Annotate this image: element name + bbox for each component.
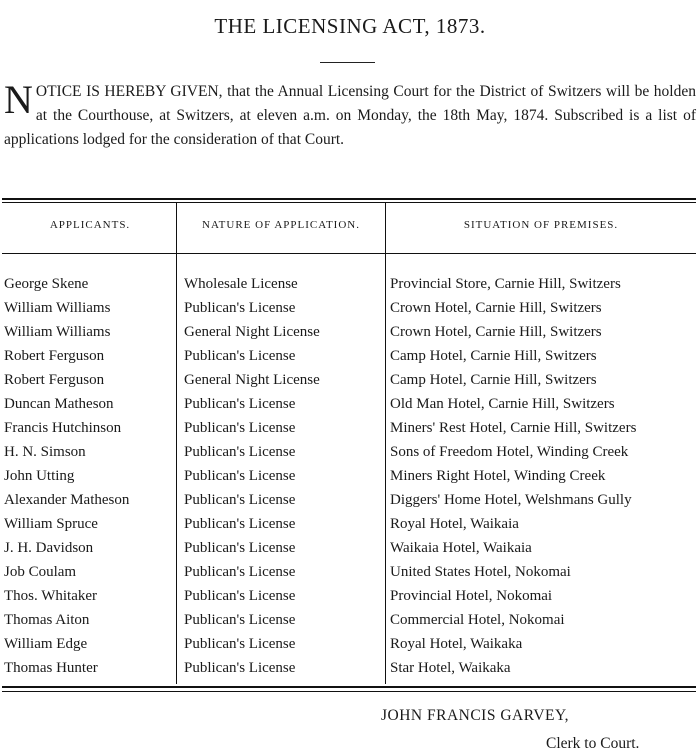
title-rule <box>320 62 375 63</box>
applicant-cell: William Williams <box>4 300 111 316</box>
header-nature: NATURE OF APPLICATION. <box>202 219 360 231</box>
table-row <box>4 368 636 392</box>
situation-cell: Royal Hotel, Waikaia <box>390 516 519 532</box>
nature-cell: Publican's License <box>184 660 296 676</box>
applicant-cell: John Utting <box>4 468 75 484</box>
notice-text: OTICE IS HEREBY GIVEN, that the Annual Licensing Court for the District of Switzers will be holden at the Courthouse, at Switzers, at eleven a.m. on Monday, the 18th May, 1874. Subscribed is a list of applications lodged for the consideration of that Court. <box>4 83 696 148</box>
table-row <box>4 392 636 416</box>
applicant-cell: William Spruce <box>4 516 98 532</box>
situation-cell: Sons of Freedom Hotel, Winding Creek <box>390 444 629 460</box>
nature-cell: Publican's License <box>184 396 296 412</box>
applications-table <box>4 272 636 680</box>
table-top-rule <box>2 198 696 200</box>
nature-cell: Publican's License <box>184 516 296 532</box>
table-row <box>4 416 636 440</box>
situation-cell: Miners Right Hotel, Winding Creek <box>390 468 606 484</box>
situation-cell: Star Hotel, Waikaka <box>390 660 511 676</box>
applicant-cell: Thomas Hunter <box>4 660 98 676</box>
situation-cell: Provincial Store, Carnie Hill, Switzers <box>390 276 621 292</box>
table-row <box>4 608 636 632</box>
table-row <box>4 344 636 368</box>
nature-cell: General Night License <box>184 372 320 388</box>
applicant-cell: William Edge <box>4 636 88 652</box>
nature-cell: Wholesale License <box>184 276 298 292</box>
situation-cell: Provincial Hotel, Nokomai <box>390 588 553 604</box>
table-bottom-rule-inner <box>2 691 696 692</box>
table-row <box>4 584 636 608</box>
nature-cell: Publican's License <box>184 444 296 460</box>
signer-role: Clerk to Court. <box>546 735 640 752</box>
document-title: THE LICENSING ACT, 1873. <box>214 14 486 38</box>
applicant-cell: Alexander Matheson <box>4 492 130 508</box>
header-bottom-rule <box>2 253 696 254</box>
situation-cell: Crown Hotel, Carnie Hill, Switzers <box>390 324 602 340</box>
situation-cell: Old Man Hotel, Carnie Hill, Switzers <box>390 396 615 412</box>
nature-cell: Publican's License <box>184 540 296 556</box>
nature-cell: Publican's License <box>184 588 296 604</box>
header-applicants: APPLICANTS. <box>49 219 131 231</box>
nature-cell: Publican's License <box>184 420 296 436</box>
table-row <box>4 512 636 536</box>
situation-cell: Crown Hotel, Carnie Hill, Switzers <box>390 300 602 316</box>
table-row <box>4 632 636 656</box>
nature-cell: Publican's License <box>184 492 296 508</box>
applicant-cell: William Williams <box>4 324 111 340</box>
situation-cell: Camp Hotel, Carnie Hill, Switzers <box>390 372 597 388</box>
table-top-rule-inner <box>2 202 696 203</box>
applicant-cell: Robert Ferguson <box>4 348 105 364</box>
table-row <box>4 296 636 320</box>
nature-cell: Publican's License <box>184 564 296 580</box>
applicant-cell: Thomas Aiton <box>4 612 90 628</box>
nature-cell: Publican's License <box>184 348 296 364</box>
table-row <box>4 536 636 560</box>
situation-cell: Camp Hotel, Carnie Hill, Switzers <box>390 348 597 364</box>
situation-cell: Royal Hotel, Waikaka <box>390 636 523 652</box>
table-bottom-rule <box>2 686 696 688</box>
table-row <box>4 464 636 488</box>
situation-cell: United States Hotel, Nokomai <box>390 564 571 580</box>
applicant-cell: Robert Ferguson <box>4 372 105 388</box>
nature-cell: Publican's License <box>184 636 296 652</box>
applicant-cell: Job Coulam <box>4 564 77 580</box>
table-row <box>4 488 636 512</box>
applicant-cell: J. H. Davidson <box>4 540 94 556</box>
table-row <box>4 560 636 584</box>
situation-cell: Commercial Hotel, Nokomai <box>390 612 565 628</box>
situation-cell: Miners' Rest Hotel, Carnie Hill, Switzers <box>390 420 637 436</box>
table-row <box>4 656 636 680</box>
signer-name: JOHN FRANCIS GARVEY, <box>381 707 570 724</box>
nature-cell: Publican's License <box>184 612 296 628</box>
notice-paragraph <box>4 77 696 152</box>
applicant-cell: Duncan Matheson <box>4 396 114 412</box>
drop-cap: N <box>4 77 33 122</box>
table-row <box>4 440 636 464</box>
header-situation: SITUATION OF PREMISES. <box>463 219 619 231</box>
applicant-cell: H. N. Simson <box>4 444 86 460</box>
applicant-cell: George Skene <box>4 276 89 292</box>
table-row <box>4 272 636 296</box>
applications-table-body <box>4 272 636 680</box>
situation-cell: Diggers' Home Hotel, Welshmans Gully <box>390 492 632 508</box>
nature-cell: Publican's License <box>184 468 296 484</box>
table-row <box>4 320 636 344</box>
nature-cell: General Night License <box>184 324 320 340</box>
applicant-cell: Thos. Whitaker <box>4 588 98 604</box>
nature-cell: Publican's License <box>184 300 296 316</box>
applicant-cell: Francis Hutchinson <box>4 420 122 436</box>
situation-cell: Waikaia Hotel, Waikaia <box>390 540 532 556</box>
